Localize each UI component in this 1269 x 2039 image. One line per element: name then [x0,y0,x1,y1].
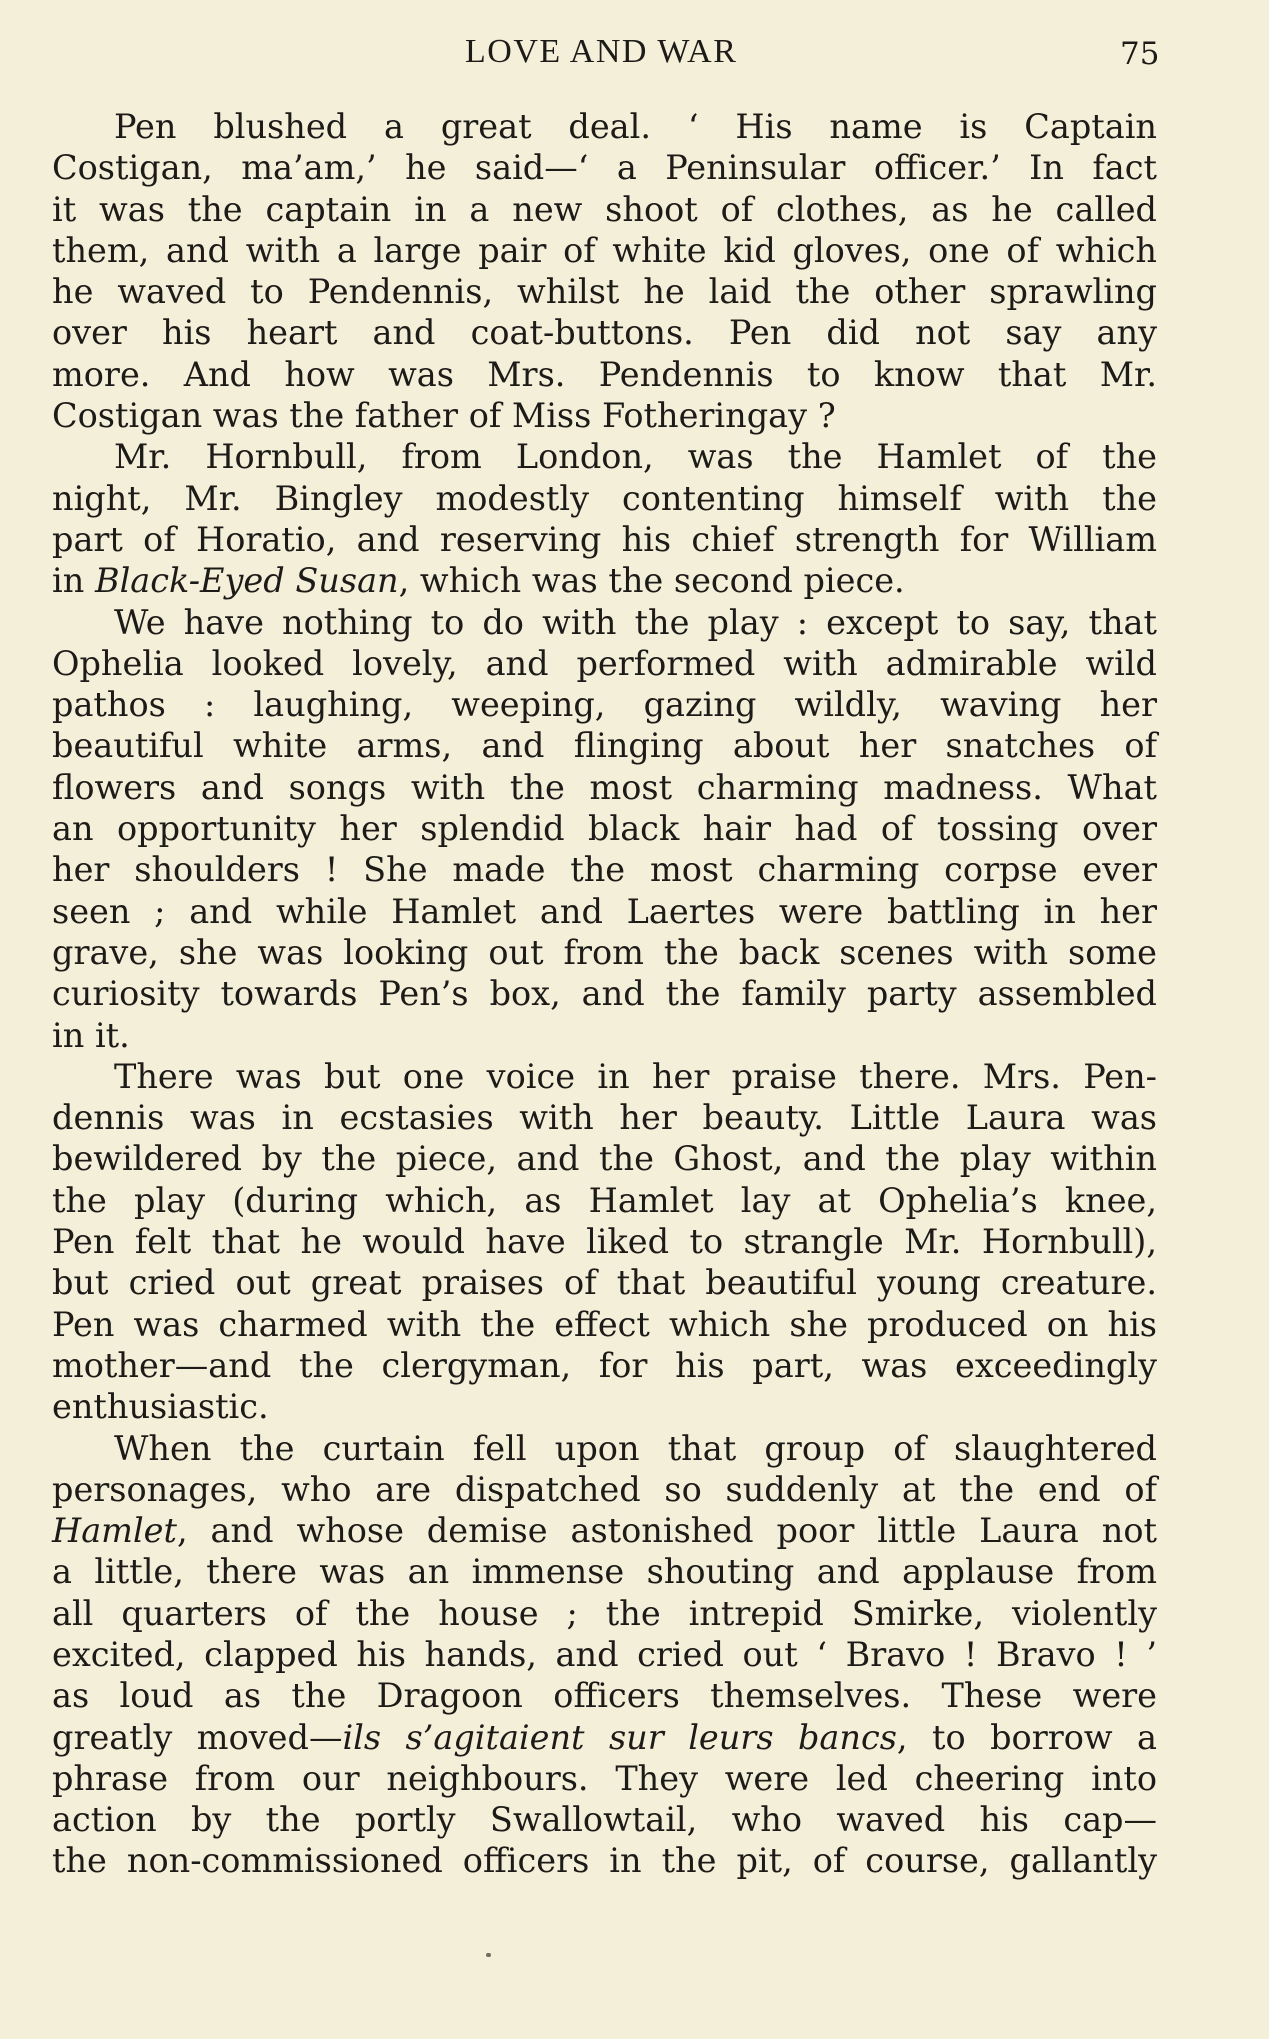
text-segment: action by the portly Swallowtail, who waved his cap— [52,1800,1157,1840]
text-line [52,478,1157,519]
text-segment: beautiful white arms, and flinging about her snatches of [52,726,1157,766]
text-line [52,1469,1157,1510]
paper-speck [486,1953,491,1957]
text-segment: over his heart and coat-buttons. Pen did not say any [52,313,1157,353]
body-text [52,106,1157,1882]
text-line [52,312,1157,353]
italic-text: Hamlet [52,1511,177,1551]
text-segment: in [52,561,95,601]
text-segment: pathos : laughing, weeping, gazing wildly, waving her [52,685,1157,725]
text-line [52,1345,1157,1386]
italic-text: ils s’agitaient sur leurs bancs [342,1717,897,1757]
text-line [52,1428,1157,1469]
text-segment: Pen was charmed with the effect which she produced on his [52,1304,1157,1344]
text-segment: Pen blushed a great deal. ‘ His name is Captain [114,107,1157,146]
text-segment: as loud as the Dragoon officers themselves. These were [52,1676,1157,1716]
text-line [52,1799,1157,1840]
text-line [52,519,1157,560]
text-line [52,808,1157,849]
text-line [52,147,1157,188]
text-line [52,1097,1157,1138]
text-segment: excited, clapped his hands, and cried out ‘ Bravo ! Bravo ! ’ [52,1634,1157,1674]
chapter-title: LOVE AND WAR [465,33,738,70]
text-line [52,1758,1157,1799]
text-segment: in it. [52,1015,130,1055]
text-segment: but cried out great praises of that beautiful young creature. [52,1263,1157,1303]
text-segment: Mr. Hornbull, from London, was the Hamlet of the [114,437,1157,477]
running-head [0,28,1269,76]
text-line [52,1056,1157,1097]
text-segment: all quarters of the house ; the intrepid Smirke, violently [52,1593,1157,1633]
text-segment: Pen felt that he would have liked to strangle Mr. Hornbull), [52,1222,1157,1262]
text-line [52,932,1157,973]
text-line [52,725,1157,766]
text-segment: an opportunity her splendid black hair had of tossing over [52,809,1157,849]
text-segment: greatly moved— [52,1717,343,1757]
text-line [52,1593,1157,1634]
text-segment: part of Horatio, and reserving his chief strength for William [52,519,1157,559]
text-segment: her shoulders ! She made the most charming corpse ever [52,850,1157,890]
text-segment: them, and with a large pair of white kid gloves, one of which [52,230,1157,270]
text-line [52,436,1157,477]
text-line [52,1551,1157,1592]
text-segment: phrase from our neighbours. They were led cheering into [52,1758,1157,1798]
text-line [52,1015,1157,1056]
text-segment: bewildered by the piece, and the Ghost, and the play within [52,1139,1157,1179]
page-number: 75 [1120,36,1160,72]
text-segment: When the curtain fell upon that group of slaughtered [114,1428,1157,1468]
text-segment: flowers and songs with the most charming madness. What [52,767,1157,807]
text-segment: enthusiastic. [52,1387,269,1427]
text-segment: There was but one voice in her praise there. Mrs. Pen- [114,1056,1157,1096]
text-segment: dennis was in ecstasies with her beauty. Little Laura was [52,1098,1157,1138]
text-segment: a little, there was an immense shouting and applause from [52,1552,1157,1592]
text-segment: personages, who are dispatched so suddenly at the end of [52,1469,1157,1509]
text-line [52,602,1157,643]
text-segment: Costigan was the father of Miss Fotheringay ? [52,396,836,436]
text-line [52,1386,1157,1427]
text-line [52,1221,1157,1262]
text-segment: curiosity towards Pen’s box, and the family party assembled [52,974,1157,1014]
text-line [52,106,1157,147]
text-segment: , which was the second piece. [398,561,905,601]
text-line [52,767,1157,808]
text-line [52,1304,1157,1345]
italic-text: Black-Eyed Susan [94,561,399,601]
text-line [52,1840,1157,1881]
text-segment: , and whose demise astonished poor little Laura not [176,1511,1157,1551]
text-segment: , to borrow a [896,1717,1158,1757]
text-segment: the non-commissioned officers in the pit, of course, gallantly [52,1841,1157,1881]
text-segment: seen ; and while Hamlet and Laertes were battling in her [52,891,1157,931]
text-line [52,1180,1157,1221]
text-segment: We have nothing to do with the play : except to say, that [114,602,1157,642]
text-segment: the play (during which, as Hamlet lay at Ophelia’s knee, [52,1180,1157,1220]
text-segment: Costigan, ma’am,’ he said—‘ a Peninsular officer.’ In fact [52,148,1157,188]
text-line [52,354,1157,395]
text-segment: more. And how was Mrs. Pendennis to know that Mr. [52,354,1157,394]
text-line [52,1717,1157,1758]
text-segment: night, Mr. Bingley modestly contenting himself with the [52,478,1157,518]
text-line [52,1634,1157,1675]
text-line [52,230,1157,271]
text-segment: he waved to Pendennis, whilst he laid the other sprawling [52,272,1157,312]
text-line [52,1262,1157,1303]
text-line [52,891,1157,932]
text-segment: mother—and the clergyman, for his part, was exceedingly [52,1345,1157,1385]
text-line [52,1675,1157,1716]
text-line [52,684,1157,725]
text-line [52,560,1157,601]
text-line [52,189,1157,230]
text-line [52,395,1157,436]
text-line [52,1510,1157,1551]
text-line [52,1138,1157,1179]
text-line [52,271,1157,312]
text-line [52,643,1157,684]
text-line [52,849,1157,890]
text-segment: Ophelia looked lovely, and performed with admirable wild [52,643,1157,683]
text-line [52,973,1157,1014]
text-segment: grave, she was looking out from the back scenes with some [52,932,1157,972]
text-segment: it was the captain in a new shoot of clothes, as he called [52,189,1157,229]
